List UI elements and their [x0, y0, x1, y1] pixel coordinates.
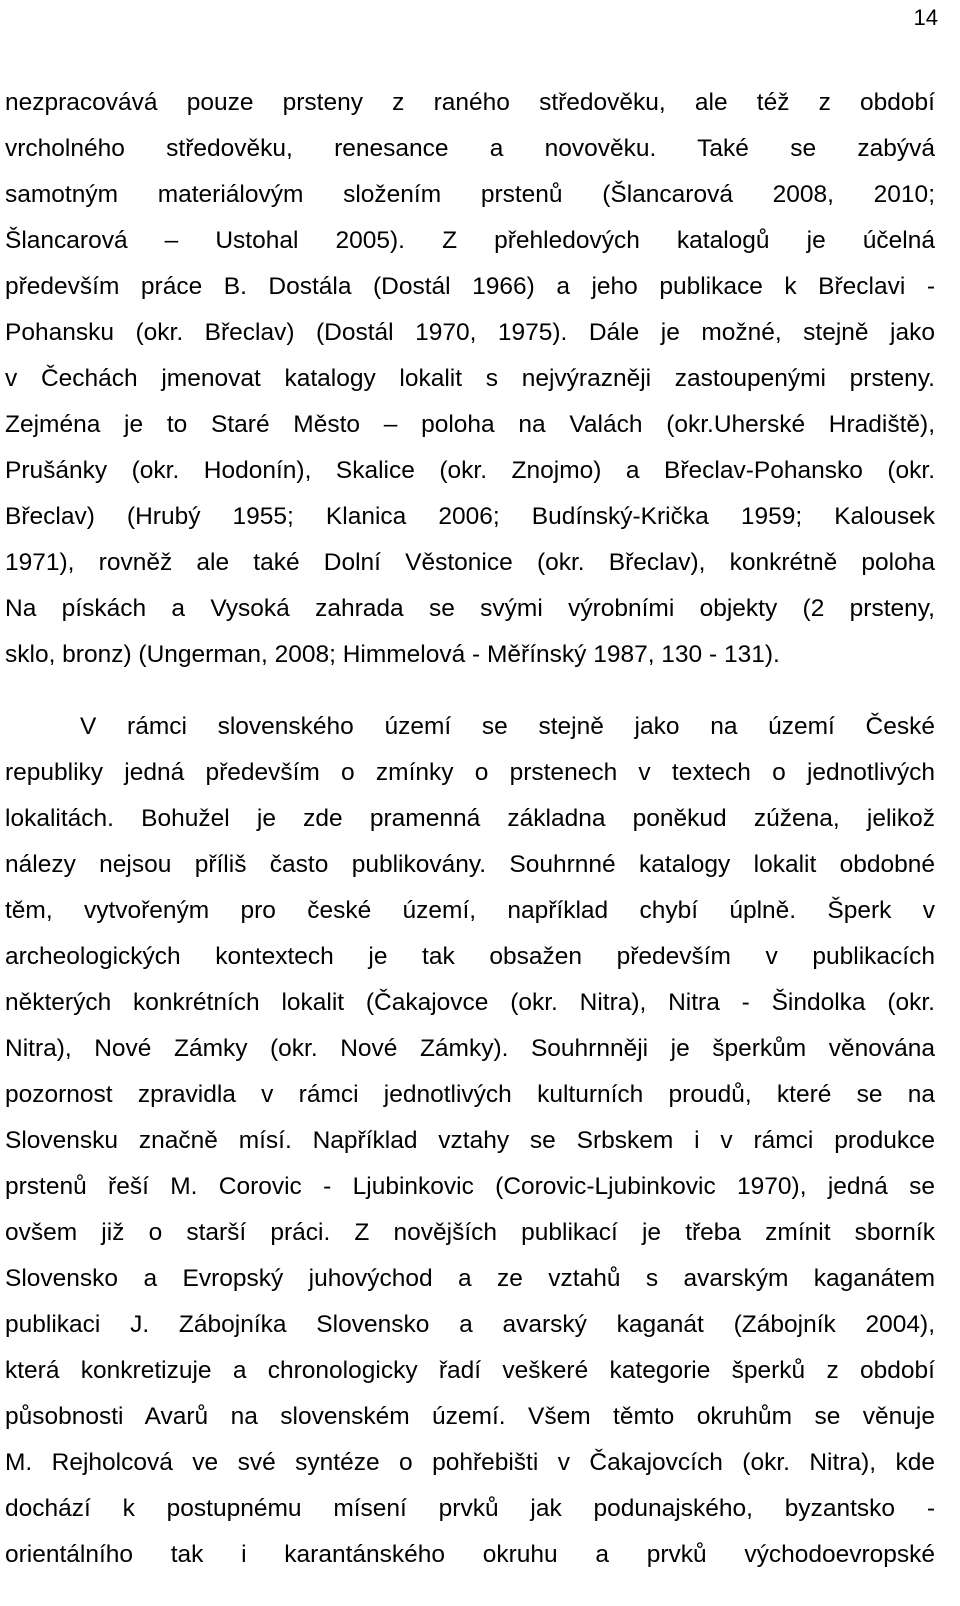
- text-line: lokalitách. Bohužel je zde pramenná základna poněkud zúžena, jelikož: [5, 805, 935, 832]
- paragraph-2: [5, 704, 935, 1578]
- text-line: některých konkrétních lokalit (Čakajovce (okr. Nitra), Nitra - Šindolka (okr.: [5, 989, 935, 1016]
- text-line: nálezy nejsou příliš často publikovány. Souhrnné katalogy lokalit obdobné: [5, 851, 935, 878]
- text-line: nezpracovává pouze prsteny z raného středověku, ale též z období: [5, 89, 935, 116]
- paragraph-1: [5, 80, 935, 678]
- text-line: 1971), rovněž ale také Dolní Věstonice (okr. Břeclav), konkrétně poloha: [5, 549, 935, 576]
- text-line: Slovensku značně mísí. Například vztahy se Srbskem i v rámci produkce: [5, 1127, 935, 1154]
- text-line: samotným materiálovým složením prstenů (Šlancarová 2008, 2010;: [5, 181, 935, 208]
- text-line: M. Rejholcová ve své syntéze o pohřebišti v Čakajovcích (okr. Nitra), kde: [5, 1449, 935, 1476]
- text-line: především práce B. Dostála (Dostál 1966) a jeho publikace k Břeclavi -: [5, 273, 935, 300]
- text-line: republiky jedná především o zmínky o prstenech v textech o jednotlivých: [5, 759, 935, 786]
- text-line: archeologických kontextech je tak obsažen především v publikacích: [5, 943, 935, 970]
- text-line: těm, vytvořeným pro české území, například chybí úplně. Šperk v: [5, 897, 935, 924]
- text-line: V rámci slovenského území se stejně jako na území České: [80, 713, 935, 740]
- page-number: 14: [913, 5, 938, 30]
- text-line: Na pískách a Vysoká zahrada se svými výrobními objekty (2 prsteny,: [5, 595, 935, 622]
- text-line: působnosti Avarů na slovenském území. Všem těmto okruhům se věnuje: [5, 1403, 935, 1430]
- text-line: ovšem již o starší práci. Z novějších publikací je třeba zmínit sborník: [5, 1219, 935, 1246]
- text-line: Nitra), Nové Zámky (okr. Nové Zámky). Souhrnněji je šperkům věnována: [5, 1035, 935, 1062]
- text-line: která konkretizuje a chronologicky řadí veškeré kategorie šperků z období: [5, 1357, 935, 1384]
- text-line: prstenů řeší M. Corovic - Ljubinkovic (Corovic-Ljubinkovic 1970), jedná se: [5, 1173, 935, 1200]
- text-line: Šlancarová – Ustohal 2005). Z přehledových katalogů je účelná: [5, 227, 935, 254]
- text-line: Pohansku (okr. Břeclav) (Dostál 1970, 1975). Dále je možné, stejně jako: [5, 319, 935, 346]
- text-line: Prušánky (okr. Hodonín), Skalice (okr. Znojmo) a Břeclav-Pohansko (okr.: [5, 457, 935, 484]
- text-line: publikaci J. Zábojníka Slovensko a avarský kaganát (Zábojník 2004),: [5, 1311, 935, 1338]
- text-line: Slovensko a Evropský juhovýchod a ze vztahů s avarským kaganátem: [5, 1265, 935, 1292]
- text-line: Zejména je to Staré Město – poloha na Valách (okr.Uherské Hradiště),: [5, 411, 935, 438]
- text-line: dochází k postupnému mísení prvků jak podunajského, byzantsko -: [5, 1495, 935, 1522]
- text-line: sklo, bronz) (Ungerman, 2008; Himmelová - Měřínský 1987, 130 - 131).: [5, 641, 780, 668]
- text-line: Břeclav) (Hrubý 1955; Klanica 2006; Budínský-Krička 1959; Kalousek: [5, 503, 935, 530]
- text-line: pozornost zpravidla v rámci jednotlivých kulturních proudů, které se na: [5, 1081, 935, 1108]
- text-line: vrcholného středověku, renesance a novověku. Také se zabývá: [5, 135, 935, 162]
- text-line: v Čechách jmenovat katalogy lokalit s nejvýrazněji zastoupenými prsteny.: [5, 365, 935, 392]
- text-line: orientálního tak i karantánského okruhu a prvků východoevropské: [5, 1541, 935, 1568]
